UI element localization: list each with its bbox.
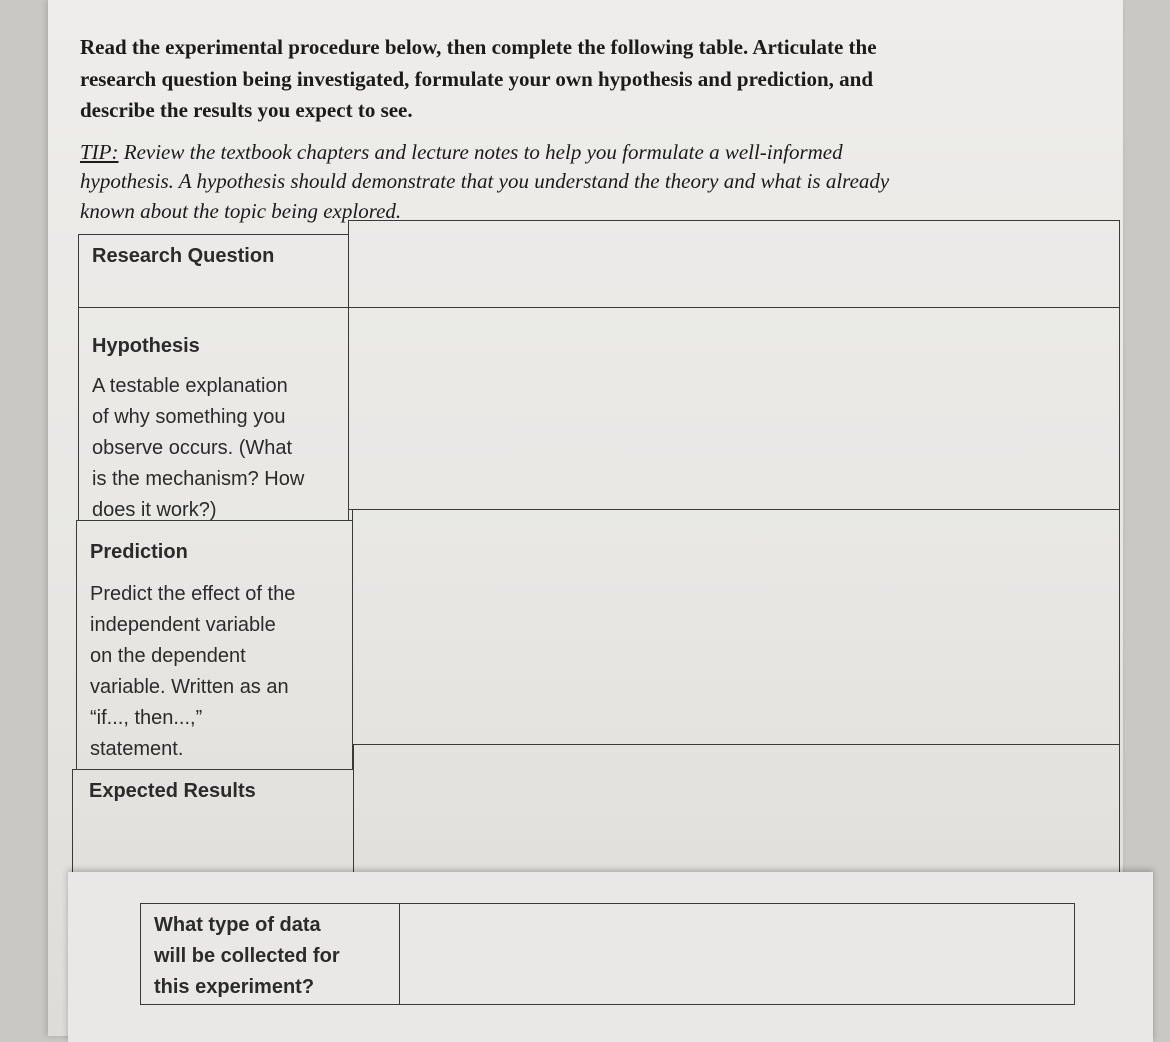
research-question-label-cell xyxy=(78,234,349,308)
instructions-line-2: research question being investigated, formulate your own hypothesis and prediction, and xyxy=(80,66,874,91)
hypothesis-desc-line: A testable explanation xyxy=(92,375,288,397)
hypothesis-label: Hypothesis xyxy=(92,335,200,357)
hypothesis-desc-line: of why something you xyxy=(92,406,286,428)
data-type-input[interactable] xyxy=(399,903,1075,1005)
hypothesis-desc-line: is the mechanism? How xyxy=(92,468,305,490)
research-question-label: Research Question xyxy=(92,245,275,267)
prediction-desc-line: “if..., then...,” xyxy=(90,707,203,729)
prediction-input[interactable] xyxy=(352,509,1120,745)
hypothesis-desc-line: observe occurs. (What xyxy=(92,437,293,459)
instructions-line-1: Read the experimental procedure below, then complete the following table. Articulate the xyxy=(80,35,877,59)
data-type-question-line: this experiment? xyxy=(154,976,315,998)
prediction-description xyxy=(90,579,295,765)
expected-results-label: Expected Results xyxy=(89,780,256,802)
tip-line-3: known about the topic being explored. xyxy=(80,198,402,223)
instructions-line-3: describe the results you expect to see. xyxy=(80,98,413,122)
prediction-desc-line: Predict the effect of the xyxy=(90,583,296,605)
hypothesis-desc-line: does it work?) xyxy=(92,499,217,521)
data-type-question-line: What type of data xyxy=(154,914,321,936)
hypothesis-input[interactable] xyxy=(348,307,1120,510)
instructions xyxy=(80,32,1080,127)
prediction-desc-line: variable. Written as an xyxy=(90,676,289,698)
prediction-desc-line: on the dependent xyxy=(90,645,246,667)
prediction-desc-line: statement. xyxy=(90,738,184,760)
research-question-input[interactable] xyxy=(348,220,1120,308)
prediction-label-cell xyxy=(76,520,353,770)
hypothesis-description xyxy=(92,371,304,526)
hypothesis-label-cell xyxy=(78,307,349,521)
tip-lead: TIP: xyxy=(80,140,119,164)
data-type-question-line: will be collected for xyxy=(154,945,340,967)
tip-line-1: Review the textbook chapters and lecture notes to help you formulate a well-informed xyxy=(118,140,843,164)
prediction-desc-line: independent variable xyxy=(90,614,276,636)
tip-paragraph xyxy=(80,138,1090,226)
data-type-question xyxy=(154,910,384,1003)
prediction-label: Prediction xyxy=(90,541,188,563)
tip-line-2: hypothesis. A hypothesis should demonstrate that you understand the theory and what is already xyxy=(80,169,890,194)
